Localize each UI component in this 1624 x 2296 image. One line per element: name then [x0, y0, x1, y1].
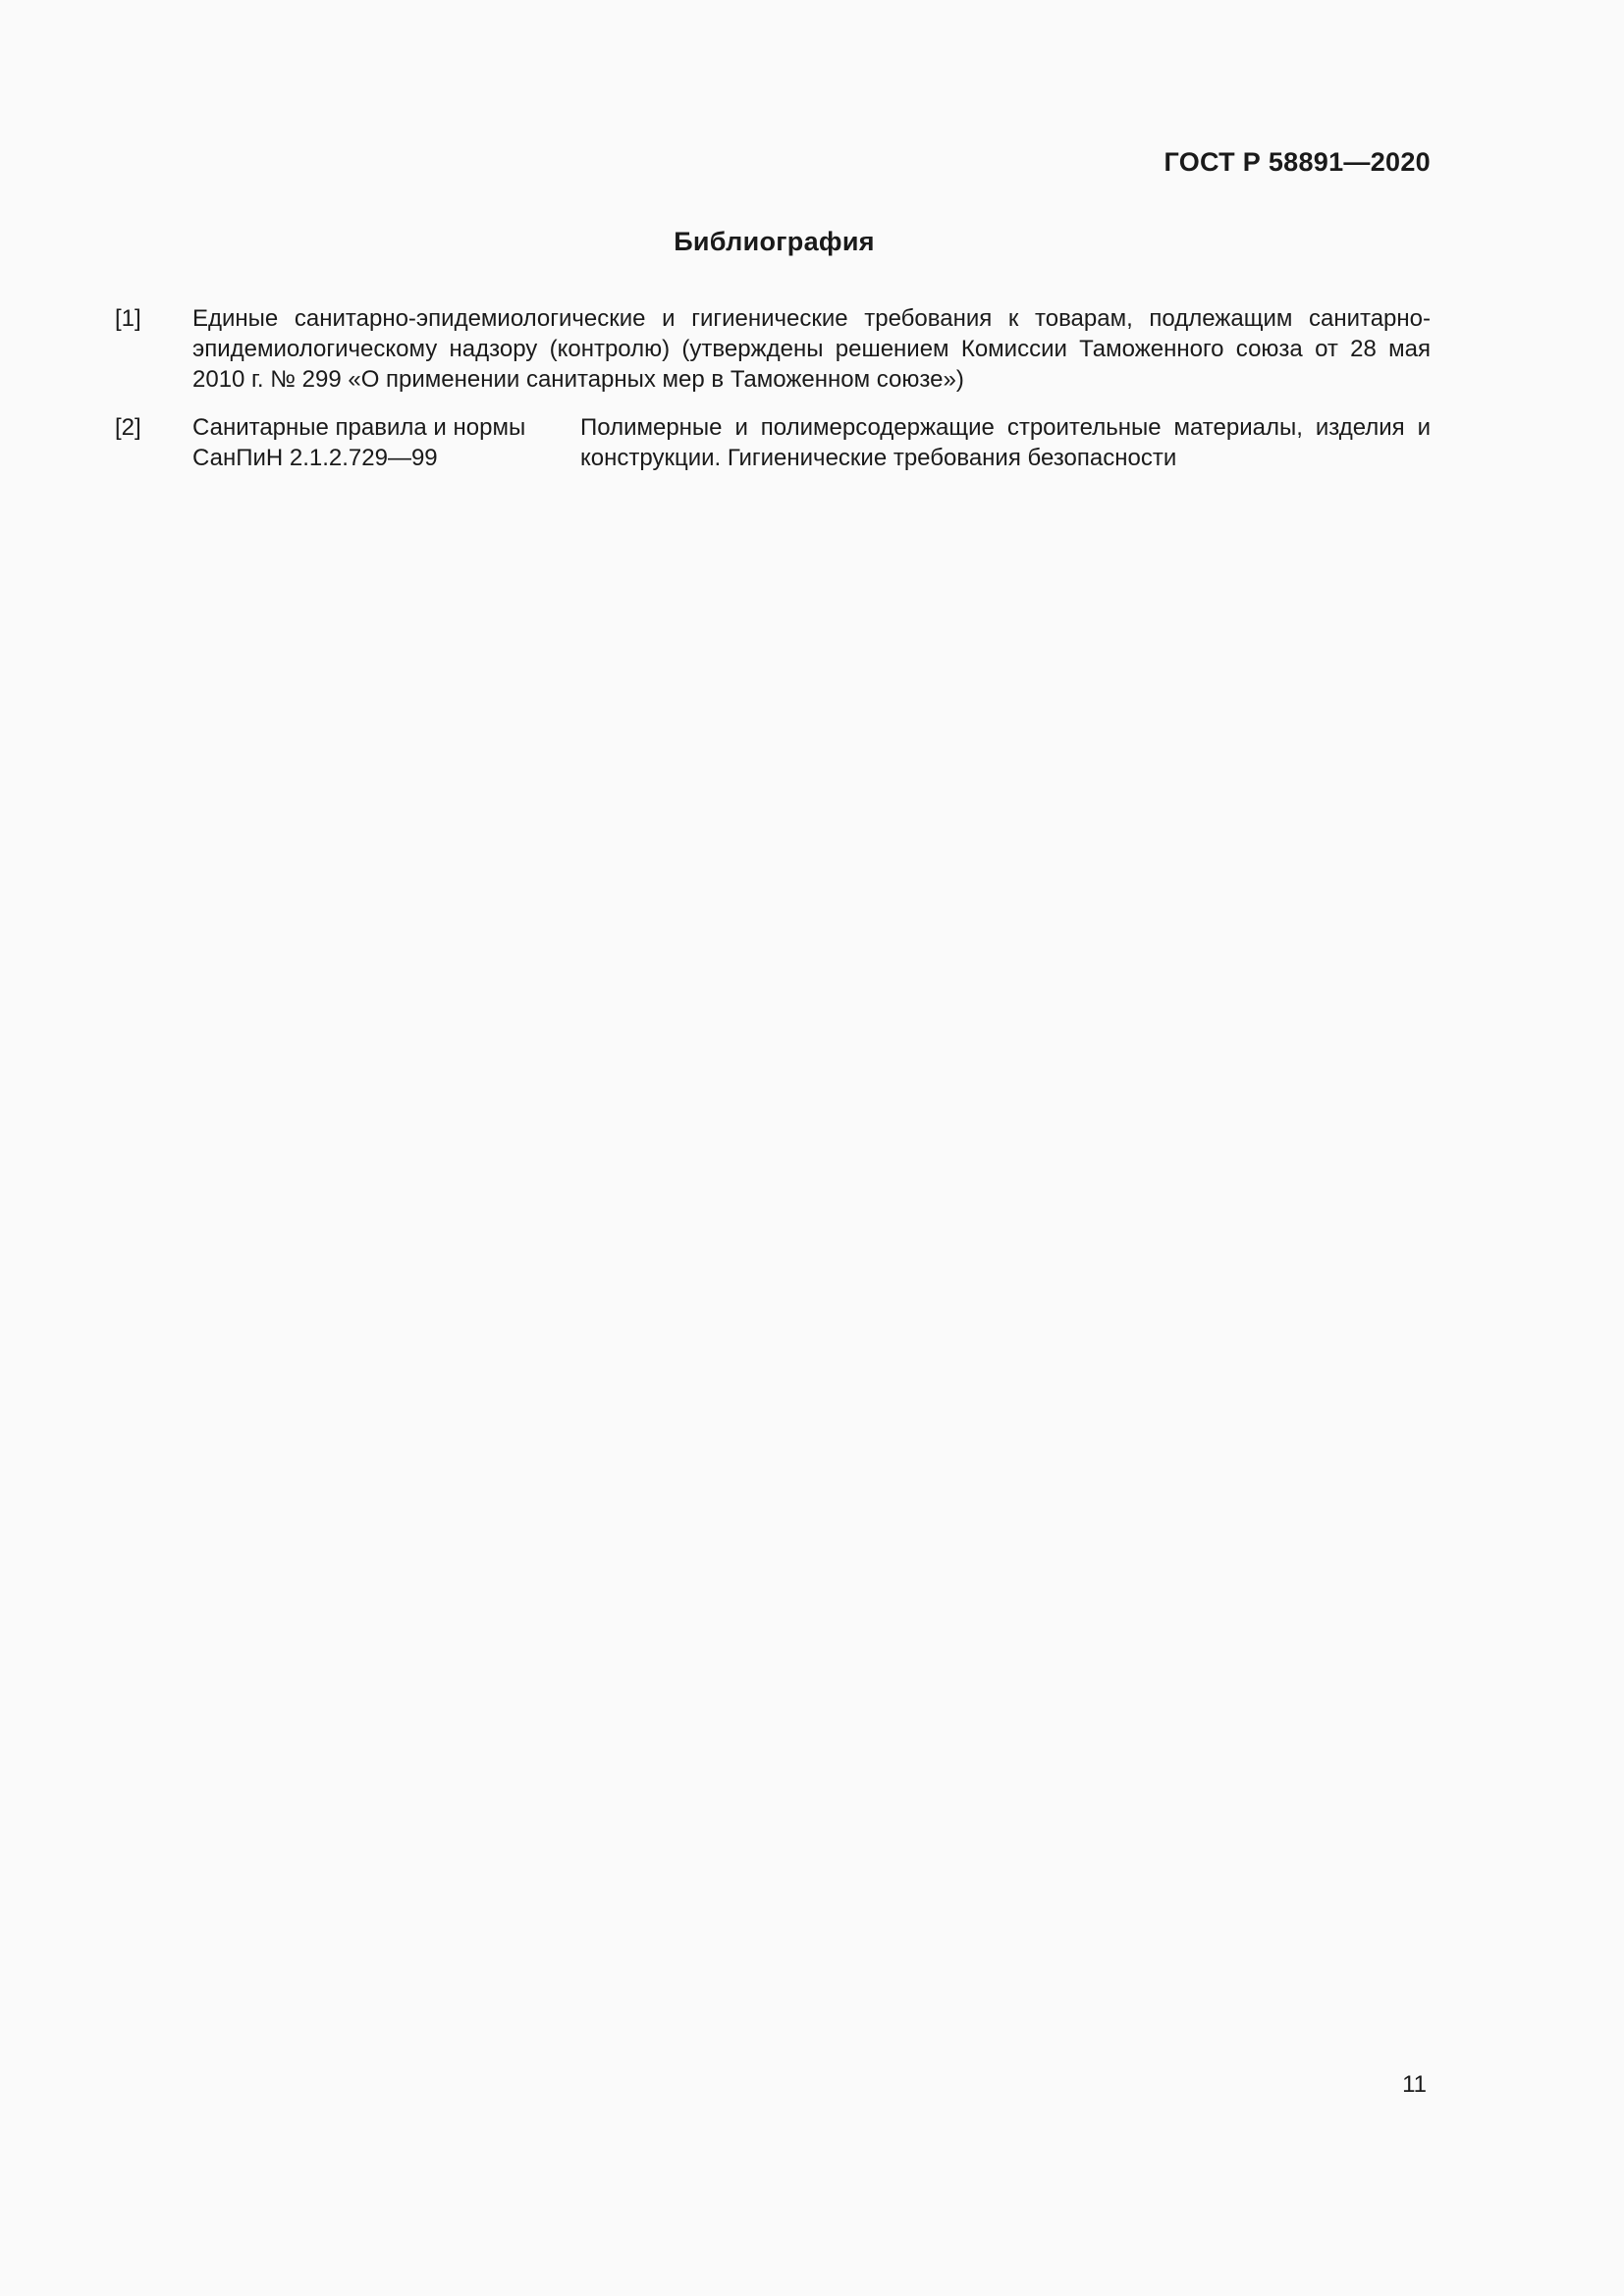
document-code: ГОСТ Р 58891—2020 — [1164, 147, 1431, 177]
page-number: 11 — [1402, 2071, 1427, 2098]
page-title: Библиография — [674, 227, 875, 256]
entry-number: [1] — [115, 305, 141, 332]
entry-description: Полимерные и полимерсодержащие строительные материалы, изделия и конструкции. Гигиенические требования безопасности — [580, 414, 1431, 471]
entry-reference — [192, 412, 566, 473]
entry-number: [2] — [115, 414, 141, 441]
reference-type: Санитарные правила и нормы — [192, 414, 526, 441]
entry-text: Единые санитарно-эпидемиологические и гигиенические требования к товарам, подлежащим санитарно-эпидемиологическому надзору (контролю) (утверждены решением Комиссии Таможенного союза от 28 мая 2010 г. № 299 «О применении санитарных мер в Таможенном союзе») — [192, 305, 1431, 393]
reference-code: СанПиН 2.1.2.729—99 — [192, 445, 438, 471]
